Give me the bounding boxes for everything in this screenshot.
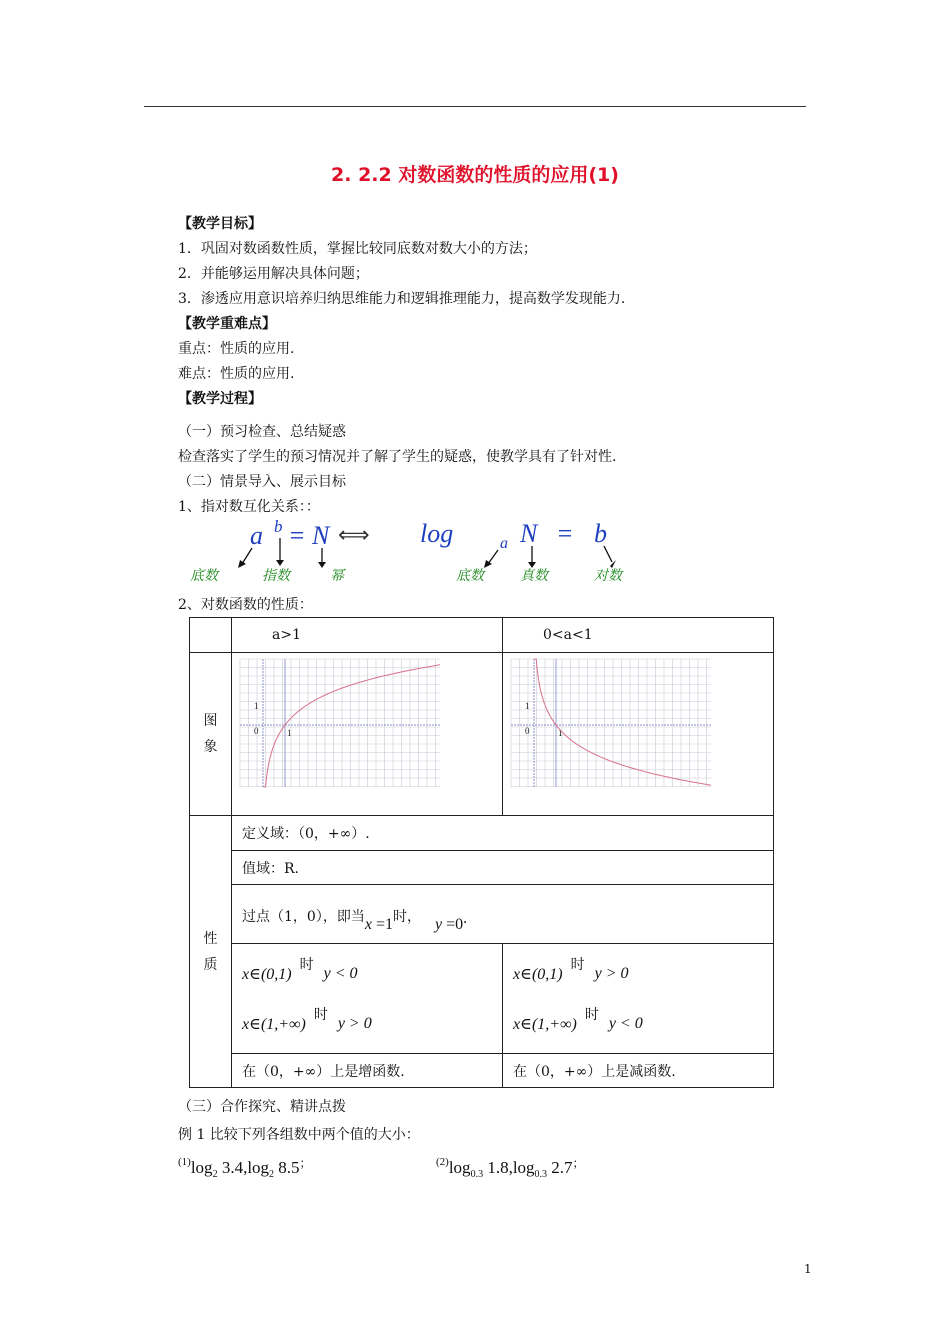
page-number: 1 — [804, 1262, 812, 1276]
origin-label: 0 — [254, 726, 259, 736]
increasing-log-graph — [232, 653, 503, 811]
formula-eq2: = — [556, 519, 574, 548]
sign-cell-increasing — [232, 944, 503, 1054]
process-step-1-text: 检查落实了学生的预习情况并了解了学生的疑惑，使教学具有了针对性. — [178, 449, 617, 465]
example-1-prompt: 例 1 比较下列各组数中两个值的大小： — [178, 1127, 420, 1143]
formula-a: a — [250, 521, 263, 550]
part-1-value-b: 8.5 — [274, 1158, 300, 1177]
process-step-3: （三）合作探究、精讲点拨 — [178, 1099, 346, 1115]
graph-cell-decreasing — [503, 653, 774, 816]
goal-2: 2．并能够运用解决具体问题； — [178, 266, 369, 282]
goals-heading: 【教学目标】 — [178, 216, 262, 232]
fixed-point-x: x — [364, 916, 372, 933]
process-step-1: （一）预习检查、总结疑惑 — [178, 424, 346, 440]
graph-cell-increasing — [232, 653, 503, 816]
tick-label-y-one: 1 — [254, 701, 259, 711]
formula-b: b — [274, 518, 283, 536]
tick-label-x-one: 1 — [558, 728, 563, 738]
label-log-base: 底数 — [456, 568, 484, 584]
part-2-base-a: 0.3 — [470, 1169, 484, 1180]
arrow-base — [242, 548, 252, 564]
formula-N: N — [312, 521, 330, 550]
part-1-log-b: log — [247, 1158, 270, 1177]
inc-cond-1: y < 0 — [323, 964, 358, 982]
fixed-point-cell — [232, 885, 774, 944]
decreasing-log-graph — [503, 653, 774, 811]
part-2-log-a: log — [448, 1158, 471, 1177]
equivalence-arrow: ⟺ — [338, 523, 370, 548]
label-base: 底数 — [190, 568, 218, 584]
process-step-2: （二）情景导入、展示目标 — [178, 474, 346, 490]
formula-eq: = — [288, 521, 306, 550]
formula-b2: b — [594, 519, 607, 548]
label-logarithm: 对数 — [594, 568, 622, 584]
row-label-properties: 性 质 — [190, 816, 232, 1088]
process-heading: 【教学过程】 — [178, 391, 262, 407]
label-power: 幂 — [330, 568, 344, 584]
part-1-log-a: log — [190, 1158, 213, 1177]
log-curve — [263, 665, 440, 787]
inc-interval-1: x∈(0,1) — [242, 965, 292, 983]
sign-cell-decreasing — [503, 944, 774, 1054]
part-1-base-b: 2 — [269, 1169, 275, 1180]
row-label-graph: 图 象 — [190, 653, 232, 816]
fixed-point-dot: . — [463, 910, 468, 927]
part-2-base-b: 0.3 — [534, 1169, 548, 1180]
inc-when-1: 时 — [299, 956, 314, 973]
key-point: 重点：性质的应用. — [178, 341, 295, 357]
part-1-end: ； — [299, 1156, 312, 1170]
arrow-log-base — [488, 550, 498, 564]
dec-when-1: 时 — [570, 956, 585, 973]
part-2-log-b: log — [512, 1158, 535, 1177]
dec-interval-1: x∈(0,1) — [513, 965, 563, 983]
log-curve — [534, 659, 711, 785]
grid-lines — [511, 659, 711, 787]
range-cell: 值域：R. — [232, 851, 774, 885]
inc-when-2: 时 — [313, 1006, 328, 1023]
relation-heading: 1、指对数互化关系：： — [178, 499, 320, 515]
fixed-point-text: 过点（1，0），即当 — [242, 909, 365, 925]
part-2-value-b: 2.7 — [547, 1158, 573, 1177]
log-properties-table — [189, 617, 774, 1088]
part-1-number: (1) — [178, 1156, 191, 1168]
label-antilog: 真数 — [520, 568, 548, 584]
fixed-point-y: y — [434, 916, 443, 933]
origin-label: 0 — [525, 726, 530, 736]
domain-cell: 定义域：（0，+∞）. — [232, 816, 774, 851]
corner-cell — [190, 618, 232, 653]
fixed-point-y-value: =0 — [442, 916, 464, 933]
fixed-point-x-value: =1 — [371, 916, 393, 933]
tick-label-x-one: 1 — [287, 728, 292, 738]
fixed-point-when: 时， — [392, 909, 421, 925]
dec-interval-2: x∈(1,+∞) — [513, 1015, 577, 1033]
part-1-base-a: 2 — [212, 1169, 218, 1180]
label-exponent: 指数 — [262, 568, 290, 584]
monotonic-decreasing: 在（0，+∞）上是减函数. — [503, 1054, 774, 1088]
part-2-end: ； — [572, 1156, 585, 1170]
page-title: 2. 2.2 对数函数的性质的应用(1) — [331, 164, 619, 186]
inc-interval-2: x∈(1,+∞) — [242, 1015, 306, 1033]
arrow-logarithm — [604, 546, 612, 562]
part-1-value-a: 3.4, — [217, 1158, 248, 1177]
grid-lines — [240, 659, 440, 787]
example-1-part-2 — [436, 1154, 585, 1180]
formula-log-base: a — [500, 535, 508, 552]
formula-log: log — [420, 519, 454, 548]
exp-log-diagram — [180, 518, 660, 588]
properties-heading: 2、对数函数的性质： — [178, 597, 313, 613]
header-rule — [144, 106, 806, 107]
dec-cond-2: y < 0 — [608, 1014, 643, 1032]
example-1-part-1 — [178, 1154, 312, 1180]
header-a-lt-1: 0<a<1 — [503, 618, 774, 653]
header-a-gt-1: a>1 — [232, 618, 503, 653]
goal-1: 1．巩固对数函数性质，掌握比较同底数对数大小的方法； — [178, 241, 537, 257]
tick-label-y-one: 1 — [525, 701, 530, 711]
part-2-value-a: 1.8, — [483, 1158, 513, 1177]
dec-when-2: 时 — [584, 1006, 599, 1023]
difficult-point: 难点：性质的应用. — [178, 366, 295, 382]
key-heading: 【教学重难点】 — [178, 316, 276, 332]
monotonic-increasing: 在（0，+∞）上是增函数. — [232, 1054, 503, 1088]
inc-cond-2: y > 0 — [337, 1014, 372, 1032]
formula-N2: N — [520, 519, 538, 548]
goal-3: 3．渗透应用意识培养归纳思维能力和逻辑推理能力，提高数学发现能力. — [178, 291, 626, 307]
dec-cond-1: y > 0 — [594, 964, 629, 982]
part-2-number: (2) — [436, 1156, 449, 1168]
